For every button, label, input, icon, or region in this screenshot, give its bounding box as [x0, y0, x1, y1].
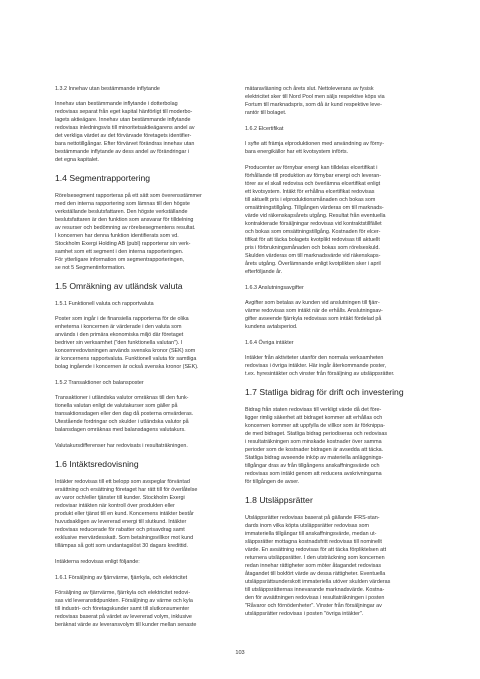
- paragraph-1-5-1: Poster som ingår i de finansiella rapporterna för de olika enheterna i koncernen är värderade i den valuta som används i den primära ekonomiska miljö där företaget bedriver sin verksamhet ("den funktionella valutan"). I koncernredovisningen används svenska kronor (SEK) som är koncernens rapportvaluta. Funktionell valuta för samtliga bolag ingående i koncernen är också svenska kronor (SEK).: [55, 316, 199, 370]
- paragraph-1-8: Utsläppsrätter redovisas baserat på gällande IFRS-stan- dards inom vilka köpta utsläppsrätter redovisas som immateriella tillgångar till anskaffningsvärde, medan ut- släppsrätter mottagna kostnadsfritt redovisas till nominellt värde. En avsättning redovisas för att täcka förpliktelsen att returnera utsläppsrätter. I den utsträckning som koncernen redan innehar rättigheter som möter åtagandet redovisas åtagandet till bokfört värde av dessa rättigheter. Eventuella utsläppsrättsunderskott immateriella utöver skulden värderas till utsläppsrätternas innevarande marknadsvärde. Kostna- den för avsättningen redovisas i resultaträkningen i posten "Råvaror och förnödenheter". Vinster från försäljningar av utsläppsrätter redovisas i posten "övriga intäkter".: [245, 515, 391, 617]
- subheading-1-3-2: 1.3.2 Innehav utan bestämmande inflytande: [55, 86, 160, 92]
- right-column: [245, 85, 417, 626]
- heading-1-5: 1.5 Omräkning av utländsk valuta: [55, 281, 183, 291]
- paragraph-1-5-2a: Transaktioner i utländska valutor omräknas till den funk- tionella valutan enligt de valutakurser som gäller på transaktionsdagen eller den dag då posterna omvärderas. Utestående fordringar och skulder i utländska valutor på balansdagen omräknas med balansdagens valutakurs.: [55, 395, 194, 433]
- heading-1-6: 1.6 Intäktsredovisning: [55, 459, 139, 469]
- paragraph-1-4: Rörelsesegment rapporteras på ett sätt som överensstämmer med den interna rapportering som lämnas till den högste verkställande beslutsfattaren. Den högste verkställande beslutsfattaren är den funktion som ansvarar för tilldelning av resurser och bedömning av rörelsesegmentens resultat. I koncernen har denna funktion identifierats som vd. Stockholm Exergi Holding AB (publ) rapporterar sin verk- samhet som ett segment i den interna rapporteringen. För ytterligare information om segmentrapporteringen, se not 5 Segmentinformation.: [55, 193, 202, 271]
- subheading-1-5-2: 1.5.2 Transaktioner och balansposter: [55, 380, 144, 386]
- paragraph-1-6b: Intäkterna redovisas enligt följande:: [55, 559, 140, 565]
- subheading-1-6-4: 1.6.4 Övriga intäkter: [245, 340, 294, 346]
- paragraph-1-3-2: Innehav utan bestämmande inflytande i dotterbolag redovisas separat från eget kapital hänförligt till moderbo- lagets aktieägare. Innehav utan bestämmande inflytande redovisas inledningsvis till minoritetsaktieägarens andel av det verkliga värdet av det förvärvade företagets identifier- bara nettotillgångar. Efter förvärvet förändras innehav utan bestämmande inflytande av dess andel av förändringar i det egna kapitalet.: [55, 101, 195, 163]
- paragraph-1-7: Bidrag från staten redovisas till verkligt värde då det före- ligger rimlig säkerhet att bidraget kommer att erhållas och koncernen kommer att uppfylla de villkor som är förknippa- de med bidraget. Statliga bidrag periodiseras och redovisas i resultaträkningen som minskade kostnader över samma perioder som de kostnader bidragen är avsedda att täcka. Statliga bidrag avseende inköp av materiella anläggnings- tillgångar dras av från tillgångens anskaffningsvärde och redovisas som intäkt genom att reducera avskrivningarna för tillgången de avser.: [245, 407, 388, 485]
- paragraph-1-6-3: Avgifter som betalas av kunden vid anslutningen till fjärr- värme redovisas som intäkt när de erhålls. Anslutningsav- gifter avseende fjärrkyla redovisas som intäkt fördelad på kundens avtalsperiod.: [245, 300, 383, 330]
- paragraph-1-6a: Intäkter redovisas till ett belopp som avspeglar förväntad ersättning och ersättning företaget har rätt till för överlåtelse av varor och/eller tjänster till kunder. Stockholm Exergi redovisar intäkten när kontroll över produkten eller produkt eller tjänst till en kund. Koncernens intäkter består huvudsakligen av levererad energi till slutkund. Intäkter redovisas reducerade för rabatter och prisavdrag samt exklusive mervärdesskatt. Som betalningsvillkor mot kund tillämpas så gott som undantagslöst 30 dagars kredittid.: [55, 479, 198, 549]
- heading-1-7: 1.7 Statliga bidrag för drift och investering: [245, 387, 404, 397]
- left-column: [55, 85, 227, 637]
- subheading-1-6-1: 1.6.1 Försäljning av fjärrvärme, fjärrkyla, och elektricitet: [55, 575, 188, 581]
- paragraph-1-6-1-continued: mätaravläsning och årets slut. Nettoleverans av fysisk elektricitet sker till Nord Pool men säljs respektive köps via Fortum till marknadspris, som då är kund respektive leve- rantör till bolaget.: [245, 86, 385, 116]
- paragraph-1-6-1: Försäljning av fjärrvärme, fjärrkyla och elektricitet redovi- sas vid leveranstidpunkten. Försäljning av värme och kyla till industri- och företagskunder samt till slutkonsumenter redovisas baserat på värdet av levererad volym, inklusive beräknat värde av leveransvolym till kunder mellan senaste: [55, 590, 197, 628]
- paragraph-1-6-2a: I syfte att främja elproduktionen med användning av förny- bara energikällor har ett kvotsystem införts.: [245, 141, 385, 155]
- paragraph-1-6-2b: Producenter av förnybar energi kan tilldelas elcertifikat i förhållande till produktion av förnybar energi och leveran- törer av el skall redovisa och överlämna elcertifikat enligt ett kvotsystem. Intäkt för erhållna elcertifikat redovisas till aktuellt pris i elproduktionsmånaden och bokas som omsättningstillgång. Tillgången värderas om till marknads- värde vid räkenskapsårets utgång. Resultat från eventuella kontrakterade försäljningar redovisas vid kontraktstillfället och bokas som omsättningstillgång. Kostnaden för elcer- tifikat för att täcka bolagets kvotplikt redovisas till aktuellt pris i förbrukningsmånaden och bokas som rörelseskuld. Skulden värderas om till marknadsvärde vid räkenskaps- årets utgång. Överlämnande enligt kvotplikten sker i april efterföljande år.: [245, 165, 386, 275]
- subheading-1-6-3: 1.6.3 Anslutningsavgifter: [245, 285, 304, 291]
- heading-1-4: 1.4 Segmentrapportering: [55, 173, 151, 183]
- heading-1-8: 1.8 Utsläppsrätter: [245, 495, 313, 505]
- subheading-1-5-1: 1.5.1 Funktionell valuta och rapportvaluta: [55, 301, 154, 307]
- paragraph-1-5-2b: Valutakursdifferenser har redovisats i resultaträkningen.: [55, 443, 188, 449]
- paragraph-1-6-4: Intäkter från aktiviteter utanför den normala verksamheten redovisas i övriga intäkter. Här ingår återkommande poster, t.ex. hyresintäkter och vinster från försäljning av utsläppsrätter.: [245, 355, 395, 377]
- page-number: 103: [235, 650, 245, 656]
- subheading-1-6-2: 1.6.2 Elcertifikat: [245, 126, 284, 132]
